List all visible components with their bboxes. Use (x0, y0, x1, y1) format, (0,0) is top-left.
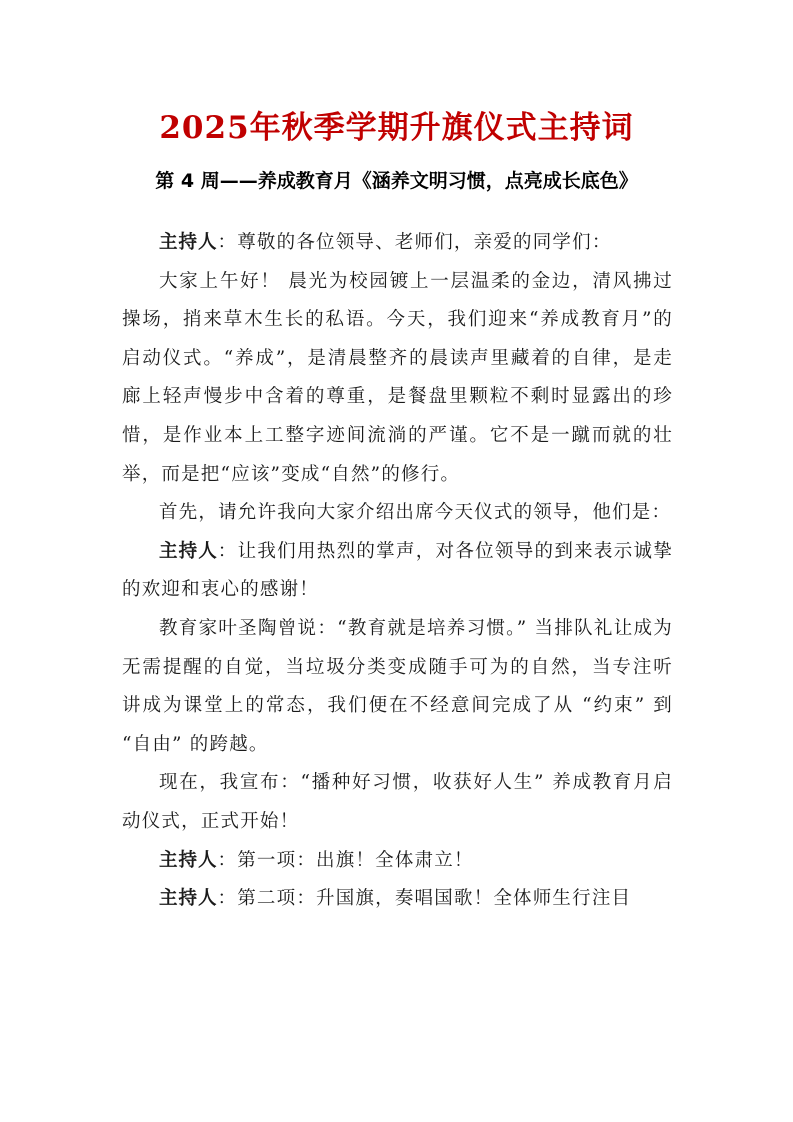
speaker-label: 主持人 (159, 540, 218, 562)
document-title: 2025年秋季学期升旗仪式主持词 (159, 110, 634, 146)
paragraph-text: ：尊敬的各位领导、老师们，亲爱的同学们： (217, 232, 612, 253)
paragraph-text: 现在，我宣布：“播种好习惯，收获好人生” 养成教育月启动仪式，正式开始！ (122, 772, 673, 832)
speaker-label: 主持人 (159, 232, 218, 253)
paragraph-item-one (122, 842, 673, 881)
paragraph-text: ：让我们用热烈的掌声，对各位领导的到来表示诚挚的欢迎和衷心的感谢！ (122, 540, 673, 601)
paragraph-text: 教育家叶圣陶曾说：“教育就是培养习惯。” 当排队礼让成为无需提醒的自觉，当垃圾分类变成随手可为的自然，当专注听讲成为课堂上的常态，我们便在不经意间完成了从 “约束” 到 “自由” 的跨越。 (122, 617, 673, 755)
paragraph-quote (122, 610, 673, 764)
paragraph-welcome (122, 533, 673, 610)
paragraph-text: 首先，请允许我向大家介绍出席今天仪式的领导，他们是： (159, 502, 672, 524)
paragraph-text: ：第二项：升国旗，奏唱国歌！全体师生行注目 (217, 888, 632, 910)
document-subtitle: 第 4 周——养成教育月《涵养文明习惯，点亮成长底色》 (155, 170, 638, 192)
paragraph-opening (122, 263, 673, 495)
paragraph-item-two (122, 880, 673, 919)
paragraph-text: 大家上午好！ 晨光为校园镀上一层温柔的金边，清风拂过操场，捎来草木生长的私语。今天，我们迎来“养成教育月”的启动仪式。“养成”，是清晨整齐的晨读声里藏着的自律，是走廊上轻声慢步中含着的尊重，是餐盘里颗粒不剩时显露出的珍惜，是作业本上工整字迹间流淌的严谨。它不是一蹴而就的壮举，而是把“应该”变成“自然”的修行。 (122, 270, 673, 485)
paragraph-text: ：第一项：出旗！全体肃立！ (217, 849, 474, 871)
document-body (122, 224, 673, 919)
speaker-label: 主持人 (159, 849, 218, 871)
speaker-label: 主持人 (159, 888, 218, 910)
paragraph-introduce-leaders (122, 494, 673, 533)
paragraph-greeting (122, 224, 673, 263)
paragraph-announcement (122, 764, 673, 841)
